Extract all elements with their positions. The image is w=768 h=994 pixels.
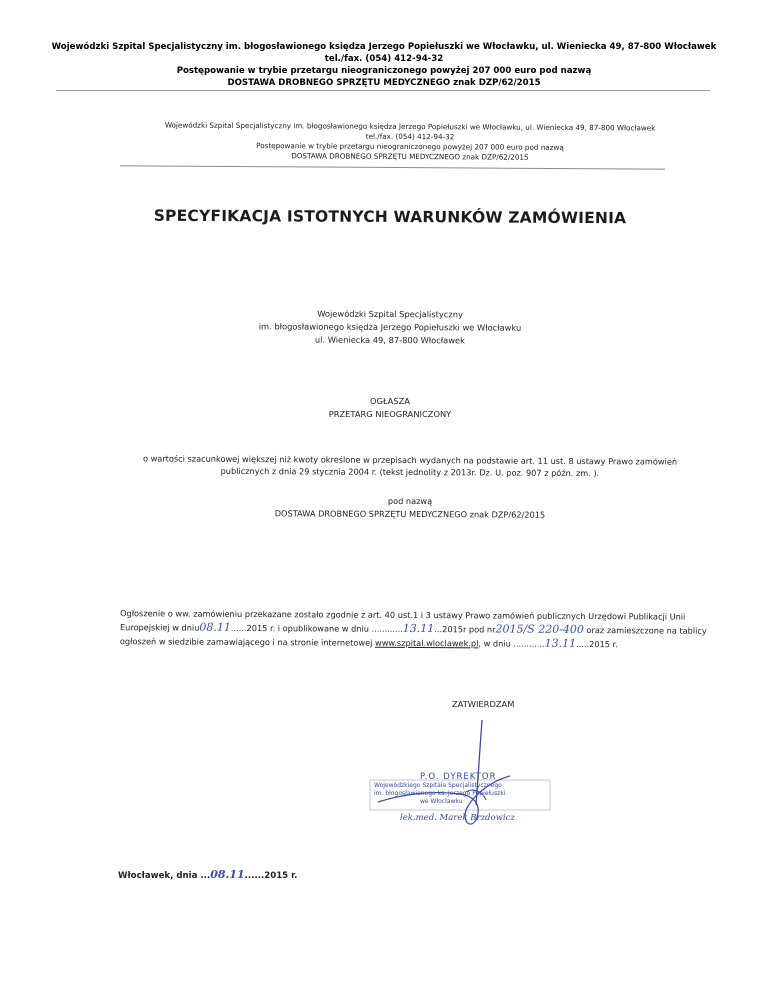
under-name-value: DOSTAWA DROBNEGO SPRZĘTU MEDYCZNEGO znak DZP/62/2015 <box>274 508 546 520</box>
address-line-1: Wojewódzki Szpital Specjalistyczny <box>317 308 463 320</box>
announce-line-2: PRZETARG NIEOGRANICZONY <box>328 409 452 419</box>
handwritten-number: 2015/S 220-400 <box>495 622 584 637</box>
address-line-3: ul. Wieniecka 49, 87-800 Włocławek <box>314 334 465 346</box>
scanned-header-divider <box>120 165 665 169</box>
director-stamp <box>360 710 590 840</box>
header-line-4: DOSTAWA DROBNEGO SPRZĘTU MEDYCZNEGO znak DZP/62/2015 <box>227 78 541 88</box>
publication-notice <box>120 607 720 652</box>
scanned-header-line-2: tel./fax. (054) 412-94-32 <box>365 131 455 142</box>
scanned-header <box>150 120 670 163</box>
document-title: SPECYFIKACJA ISTOTNYCH WARUNKÓW ZAMÓWIENIA <box>153 206 627 228</box>
handwritten-date: 08.11 <box>210 868 245 881</box>
address-line-2: im. błogosławionego księdza Jerzego Popiełuszki we Włocławku <box>258 321 522 333</box>
tender-name <box>200 494 620 522</box>
header-divider <box>56 90 710 91</box>
under-name-label: pod nazwą <box>387 495 433 507</box>
notice-text: Europejskiej w dniu <box>119 622 200 633</box>
announce-line-1: OGŁASZA <box>370 396 410 406</box>
signing-date <box>118 868 297 881</box>
stamp-line-2: im. błogosławionego ks. Jerzego Popiełuszki <box>374 790 506 797</box>
announcement <box>250 395 530 421</box>
date-prefix: Włocławek, dnia ... <box>118 871 211 881</box>
notice-text: ...2015r pod nr <box>434 624 496 635</box>
hospital-address <box>200 307 580 348</box>
value-line-1: o wartości szacunkowej większej niż kwoty określone w przepisach wydanych na podstawie art. 11 ust. 8 ustawy Prawo zamówień <box>142 453 678 467</box>
header-line-3: Postępowanie w trybie przetargu nieograniczonego powyżej 207 000 euro pod nazwą <box>176 66 592 76</box>
handwritten-date: 13.11 <box>544 636 577 650</box>
handwritten-date: 13.11 <box>402 621 435 636</box>
stamp-signatory-name: lek.med. Marek Brzdowicz <box>400 813 515 823</box>
notice-line-1: Ogłoszenie o ww. zamówieniu przekazane zostało zgodnie z art. 40 ust.1 i 3 ustawy Prawo zamówień publicznych Urzędowi Publikacji Unii <box>120 608 686 622</box>
document-header <box>40 41 728 89</box>
value-line-2: publicznych z dnia 29 stycznia 2004 r. (tekst jednolity z 2013r. Dz. U. poz. 907 z późn. zm. ). <box>220 465 600 479</box>
notice-text: ogłoszeń w siedzibie zamawiającego i na stronie internetowej <box>119 636 373 648</box>
stamp-title: P.O. DYREKTOR <box>420 772 497 782</box>
handwritten-date: 08.11 <box>199 620 231 634</box>
scanned-header-line-1: Wojewódzki Szpital Specjalistyczny im. błogosławionego księdza Jerzego Popiełuszki we Włocławku, ul. Wieniecka 49, 87-800 Włocławek <box>164 120 656 133</box>
scanned-header-line-3: Postępowanie w trybie przetargu nieograniczonego powyżej 207 000 euro pod nazwą <box>256 141 564 152</box>
notice-text: ......2015 r. i opublikowane w dniu ............ <box>230 622 403 634</box>
notice-text: oraz zamieszczone na tablicy <box>586 625 707 636</box>
date-suffix: ......2015 r. <box>244 871 298 881</box>
notice-text: , w dniu ............ <box>478 638 545 649</box>
stamp-line-1: Wojewódzkiego Szpitala Specjalistycznego <box>374 782 502 789</box>
hospital-website-link[interactable]: www.szpital.wloclawek.pl <box>374 637 479 649</box>
header-line-2: tel./fax. (054) 412-94-32 <box>324 54 444 64</box>
value-statement <box>120 452 700 480</box>
stamp-line-3: we Włocławku <box>420 798 463 805</box>
approval-label: ZATWIERDZAM <box>452 699 515 709</box>
header-line-1: Wojewódzki Szpital Specjalistyczny im. błogosławionego księdza Jerzego Popiełuszki we Włocławku, ul. Wieniecka 49, 87-800 Włocławek <box>51 42 717 52</box>
notice-text: .....2015 r. <box>576 638 618 650</box>
scanned-header-line-4: DOSTAWA DROBNEGO SPRZĘTU MEDYCZNEGO znak DZP/62/2015 <box>291 151 529 162</box>
